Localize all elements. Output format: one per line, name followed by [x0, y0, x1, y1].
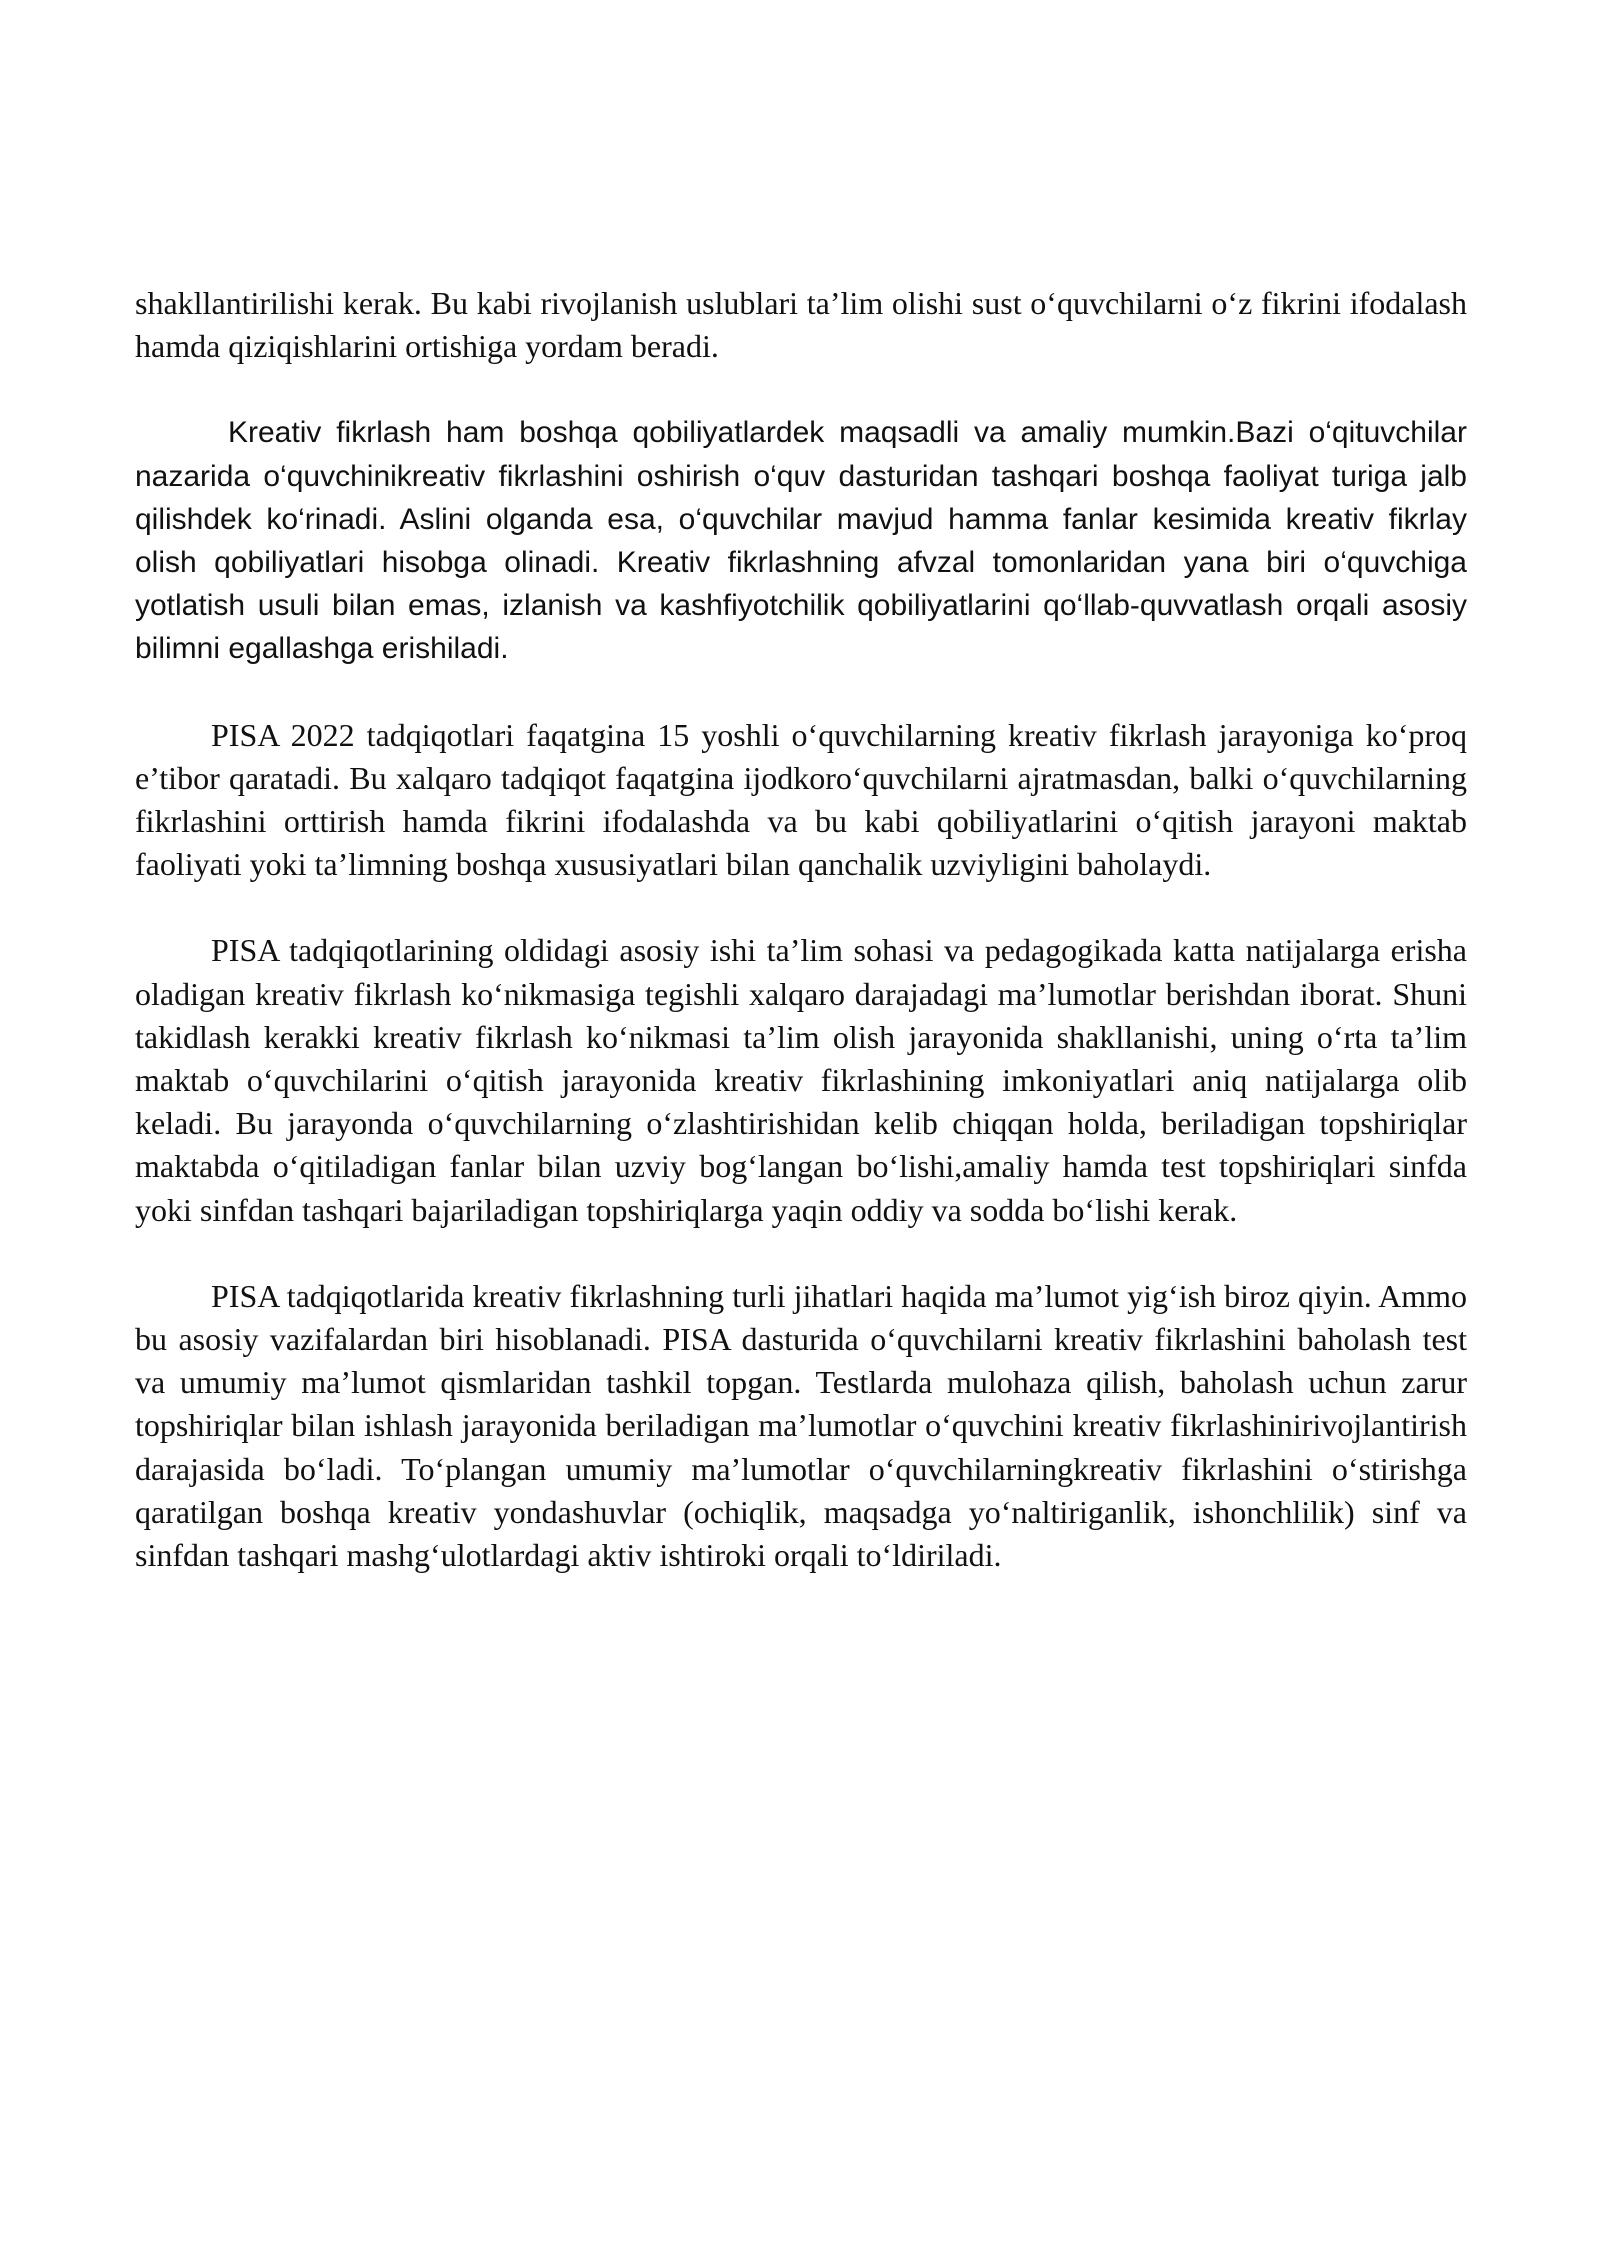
paragraph-pisa-asosiy-ishi: PISA tadqiqotlarining oldidagi asosiy ishi ta’lim sohasi va pedagogikada katta natijalarga erisha oladigan kreativ fikrlash ko‘nikmasiga tegishli xalqaro darajadagi ma’lumotlar berishdan iborat. Shuni takidlash kerakki kreativ fikrlash ko‘nikmasi ta’lim olish jarayonida shakllanishi, uning o‘rta ta’lim maktab o‘quvchilarini o‘qitish jarayonida kreativ fikrlashining imkoniyatlari aniq natijalarga olib keladi. Bu jarayonda o‘quvchilarning o‘zlashtirishidan kelib chiqqan holda, beriladigan topshiriqlar maktabda o‘qitiladigan fanlar bilan uzviy bog‘langan bo‘lishi,amaliy hamda test topshiriqlari sinfda yoki sinfdan tashqari bajariladigan topshiriqlarga yaqin oddiy va sodda bo‘lishi kerak.	[135, 932, 1467, 1228]
paragraph-kreativ-fikrlash: Kreativ fikrlash ham boshqa qobiliyatlardek maqsadli va amaliy mumkin.Bazi o‘qituvchilar nazarida o‘quvchinikreativ fikrlashini oshirish o‘quv dasturidan tashqari boshqa faoliyat turiga jalb qilishdek ko‘rinadi. Aslini olganda esa, o‘quvchilar mavjud hamma fanlar kesimida kreativ fikrlay olish qobiliyatlari hisobga olinadi. Kreativ fikrlashning afvzal tomonlaridan yana biri o‘quvchiga yotlatish usuli bilan emas, izlanish va kashfiyotchilik qobiliyatlarini qo‘llab-quvvatlash orqali asosiy bilimni egallashga erishiladi.	[135, 416, 1467, 666]
document-page	[135, 282, 1467, 1620]
paragraph-continuation: shakllantirilishi kerak. Bu kabi rivojlanish uslublari ta’lim olishi sust o‘quvchilarni o‘z fikrini ifodalash hamda qiziqishlarini ortishiga yordam beradi.	[135, 285, 1467, 365]
paragraph-pisa-2022: PISA 2022 tadqiqotlari faqatgina 15 yoshli o‘quvchilarning kreativ fikrlash jarayoniga ko‘proq e’tibor qaratadi. Bu xalqaro tadqiqot faqatgina ijodkoro‘quvchilarni ajratmasdan, balki o‘quvchilarning fikrlashini orttirish hamda fikrini ifodalashda va bu kabi qobiliyatlarini o‘qitish jarayoni maktab faoliyati yoki ta’limning boshqa xususiyatlari bilan qanchalik uzviyligini baholaydi.	[135, 716, 1467, 883]
paragraph-pisa-malumot: PISA tadqiqotlarida kreativ fikrlashning turli jihatlari haqida ma’lumot yig‘ish biroz qiyin. Ammo bu asosiy vazifalardan biri hisoblanadi. PISA dasturida o‘quvchilarni kreativ fikrlashini baholash test va umumiy ma’lumot qismlaridan tashkil topgan. Testlarda mulohaza qilish, baholash uchun zarur topshiriqlar bilan ishlash jarayonida beriladigan ma’lumotlar o‘quvchini kreativ fikrlashinirivojlantirish darajasida bo‘ladi. To‘plangan umumiy ma’lumotlar o‘quvchilarningkreativ fikrlashini o‘stirishga qaratilgan boshqa kreativ yondashuvlar (ochiqlik, maqsadga yo‘naltiriganlik, ishonchlilik) sinf va sinfdan tashqari mashg‘ulotlardagi aktiv ishtiroki orqali to‘ldiriladi.	[135, 1277, 1467, 1574]
